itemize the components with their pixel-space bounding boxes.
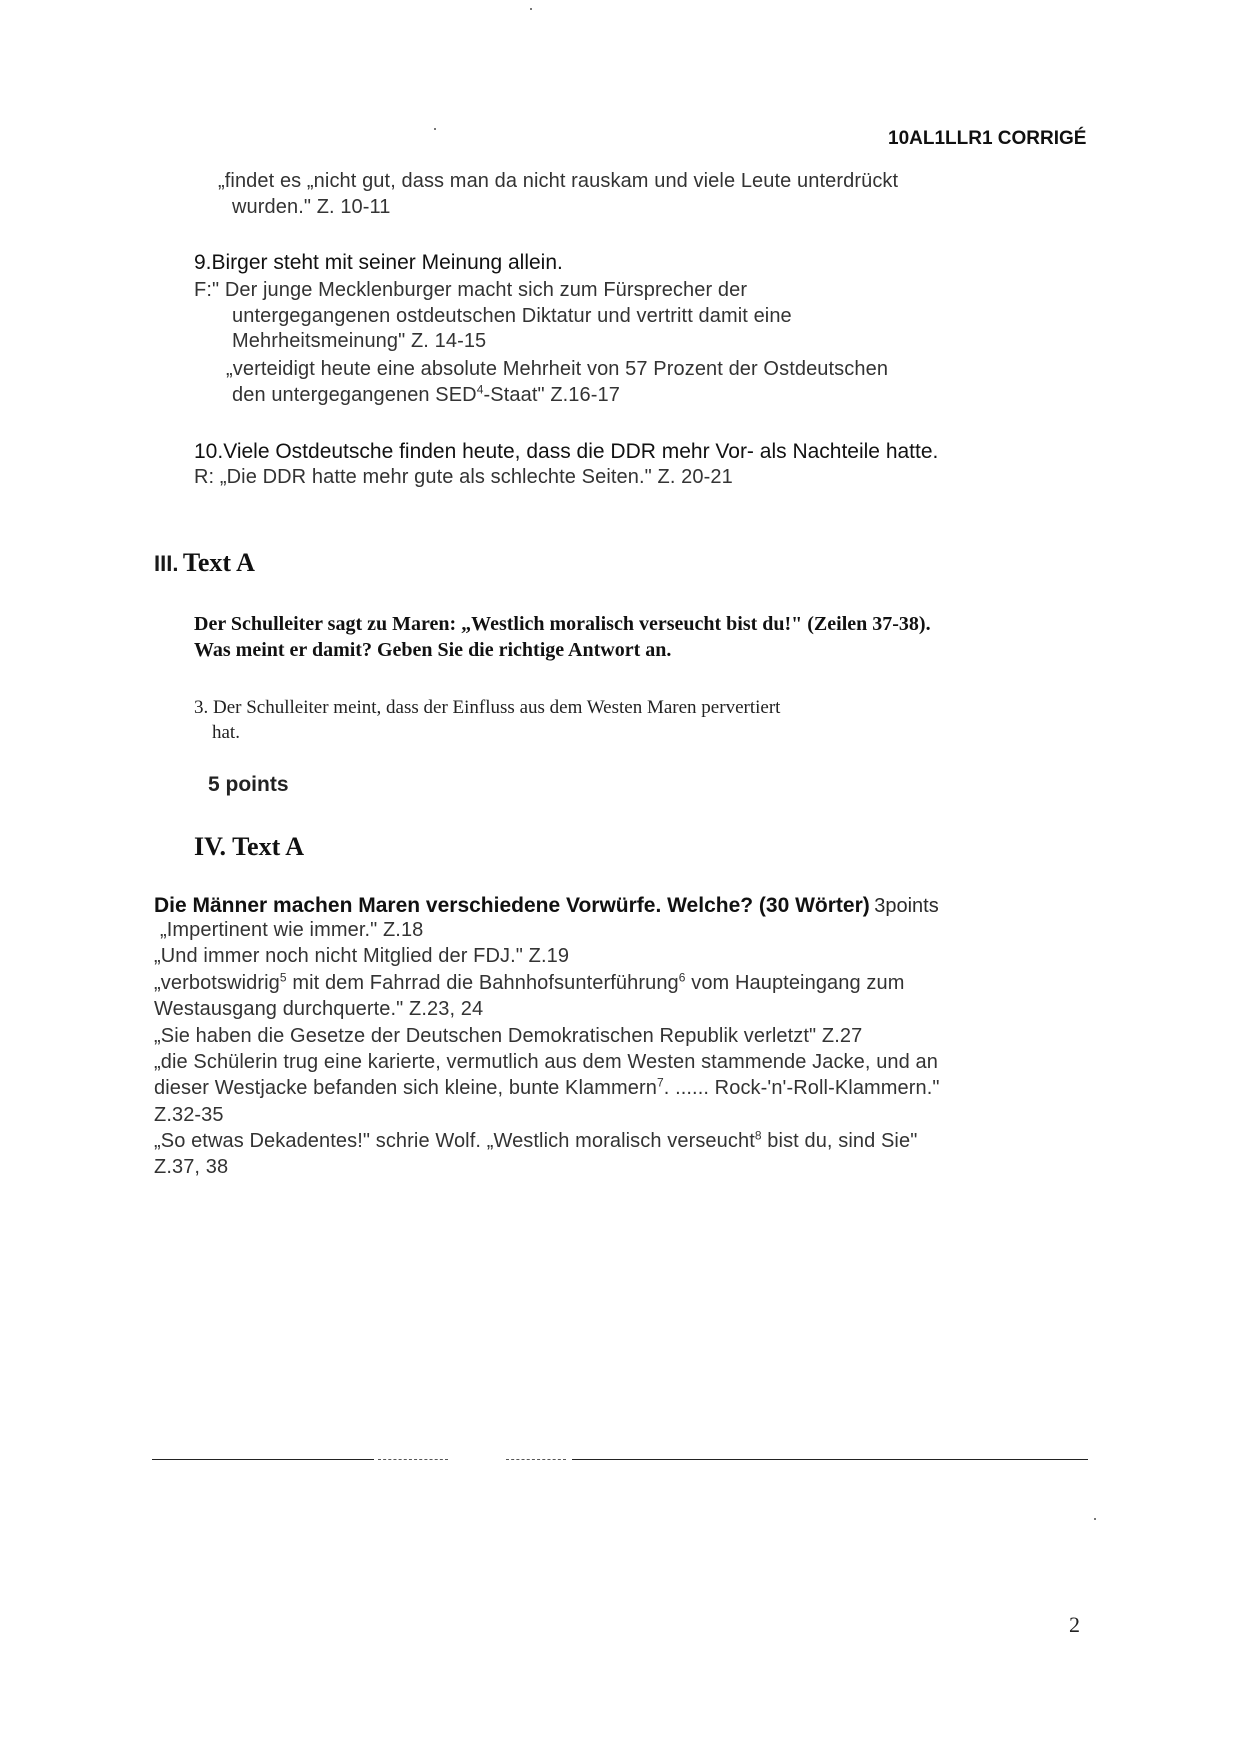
section4-answer-line: „Und immer noch nicht Mitglied der FDJ." Z.19 [154, 945, 570, 967]
section4-answer-line: Z.32-35 [154, 1104, 224, 1126]
page-number: 2 [1069, 1612, 1080, 1637]
scan-speck [1094, 1518, 1096, 1520]
q8-answer-line: wurden." Z. 10-11 [232, 196, 391, 218]
q9-answer-line: Mehrheitsmeinung" Z. 14-15 [232, 330, 487, 352]
section4-answer-line: „Impertinent wie immer." Z.18 [160, 919, 424, 941]
section4-answer-line: „verbotswidrig$^5$ mit dem Fahrrad die Bahnhofsunterführung$^6$ vom Haupteingang zum [154, 970, 905, 994]
q10-answer: R: „Die DDR hatte mehr gute als schlechte Seiten." Z. 20-21 [194, 466, 733, 488]
section4-answer-line: „So etwas Dekadentes!" schrie Wolf. „Westlich moralisch verseucht$^8$ bist du, sind Sie" [154, 1128, 918, 1152]
footer-rule-dotted [378, 1459, 448, 1460]
section4-task: Die Männer machen Maren verschiedene Vorwürfe. Welche? (30 Wörter) 3points [154, 894, 939, 917]
section3-task-line: Was meint er damit? Geben Sie die richtige Antwort an. [194, 639, 672, 661]
q8-answer-line: „findet es „nicht gut, dass man da nicht rauskam und viele Leute unterdrückt [218, 170, 899, 192]
document-code: 10AL1LLR1 CORRIGÉ [888, 128, 1087, 149]
section4-answer-line: „Sie haben die Gesetze der Deutschen Demokratischen Republik verletzt" Z.27 [154, 1025, 863, 1047]
section4-answer-line: dieser Westjacke befanden sich kleine, bunte Klammern$^7$. ...... Rock-'n'-Roll-Klammern." [154, 1075, 940, 1099]
q9-answer-line: den untergegangenen SED$^4$-Staat" Z.16-17 [232, 382, 620, 406]
section3-task-line: Der Schulleiter sagt zu Maren: „Westlich moralisch verseucht bist du!" (Zeilen 37-38). [194, 613, 931, 635]
section4-answer-line: Z.37, 38 [154, 1156, 229, 1178]
scan-speck [434, 128, 436, 130]
footer-rule-left [152, 1459, 374, 1460]
section-heading-iii: III. Text A [154, 548, 255, 577]
q9-statement: 9.Birger steht mit seiner Meinung allein. [194, 251, 563, 274]
footer-rule-right [572, 1459, 1088, 1460]
q9-answer-line: „verteidigt heute eine absolute Mehrheit von 57 Prozent der Ostdeutschen [226, 358, 889, 380]
section3-points: 5 points [208, 773, 289, 796]
section3-answer-line: hat. [212, 722, 240, 743]
q9-answer-line: F:" Der junge Mecklenburger macht sich zum Fürsprecher der [194, 279, 748, 301]
section4-answer-line: „die Schülerin trug eine karierte, vermutlich aus dem Westen stammende Jacke, und an [154, 1051, 938, 1073]
q10-statement: 10.Viele Ostdeutsche finden heute, dass die DDR mehr Vor- als Nachteile hatte. [194, 440, 939, 463]
q9-answer-line: untergegangenen ostdeutschen Diktatur und vertritt damit eine [232, 305, 792, 327]
scan-speck [530, 8, 532, 10]
section-heading-iv: IV. Text A [194, 832, 305, 861]
section4-answer-line: Westausgang durchquerte." Z.23, 24 [154, 998, 484, 1020]
footer-rule-dotted [506, 1459, 566, 1460]
section3-answer-line: 3. Der Schulleiter meint, dass der Einfluss aus dem Westen Maren pervertiert [194, 697, 781, 718]
